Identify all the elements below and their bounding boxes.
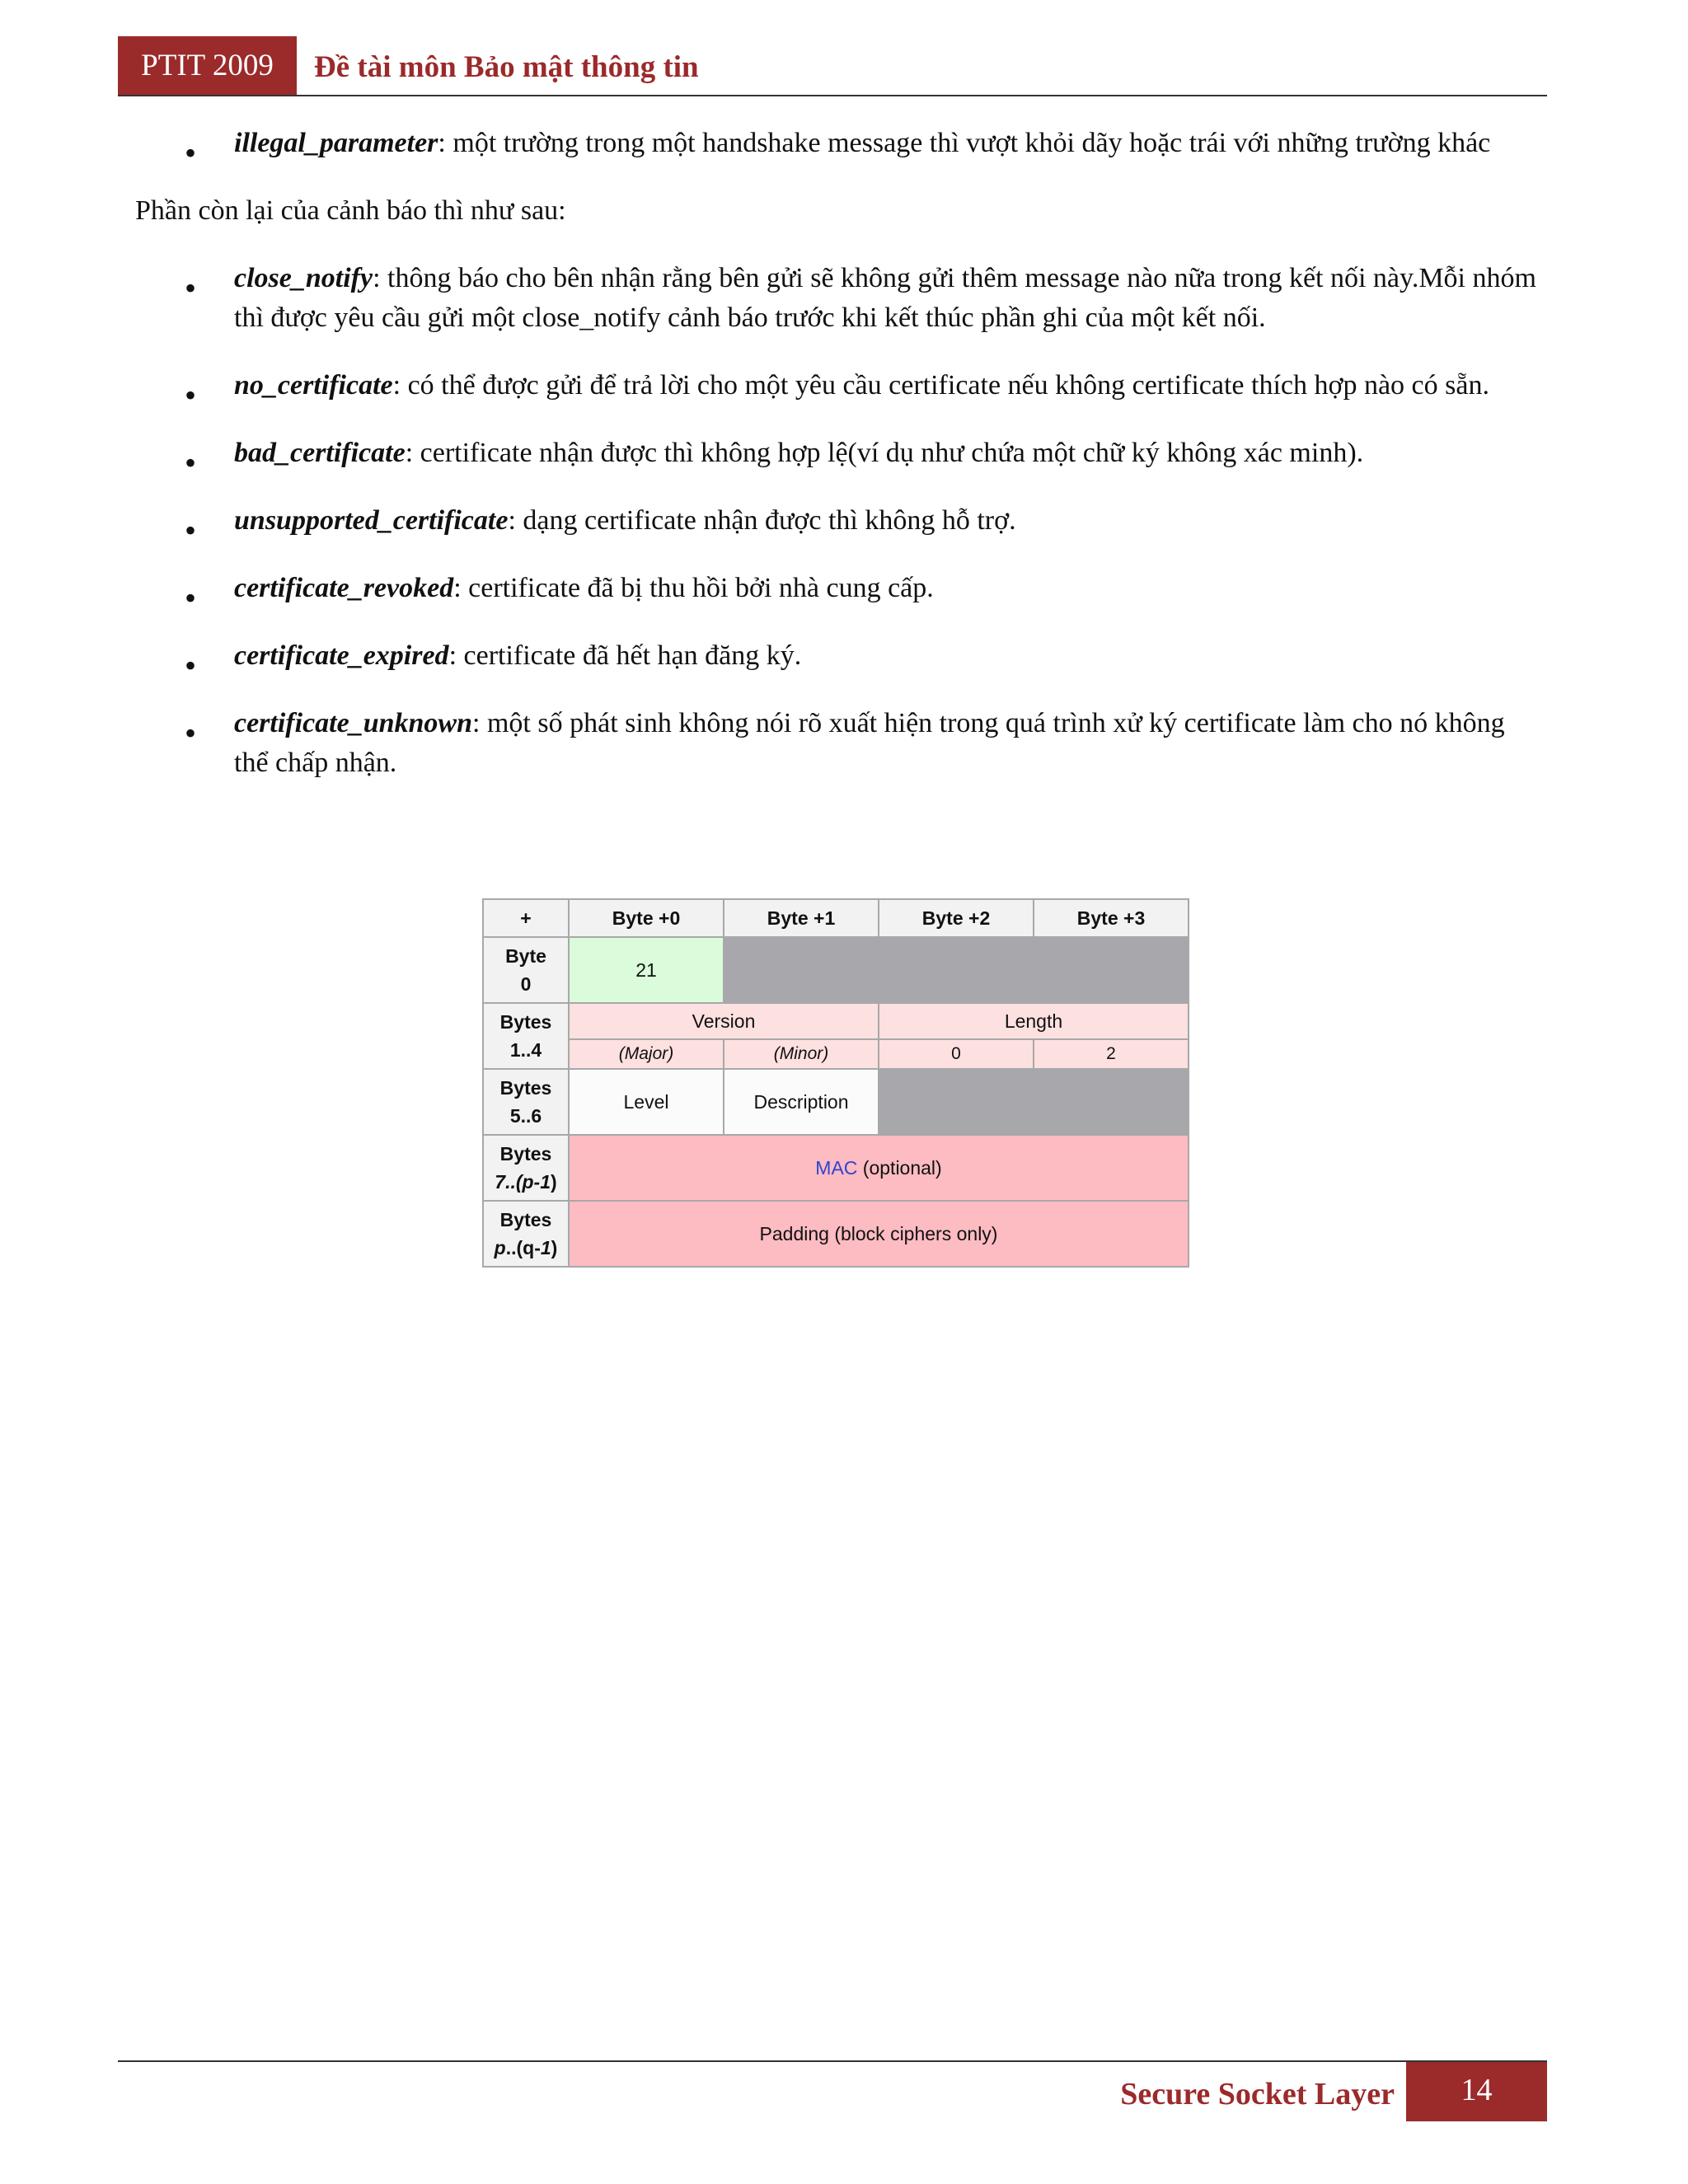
document-body xyxy=(135,124,1536,811)
row-header-label: Bytes xyxy=(499,1209,552,1230)
row-header-range xyxy=(495,1171,556,1193)
minor-label: (Minor) xyxy=(773,1044,829,1063)
length-low-cell: 2 xyxy=(1034,1039,1189,1069)
row-header-label: Bytes xyxy=(499,1011,552,1033)
length-high-cell: 0 xyxy=(879,1039,1034,1069)
list-item xyxy=(135,366,1540,414)
footer-divider xyxy=(118,2060,1547,2062)
column-header: Byte +3 xyxy=(1034,899,1189,937)
major-label: (Major) xyxy=(618,1044,674,1063)
row-header-range: 0 xyxy=(520,973,532,995)
table-row xyxy=(483,1135,1189,1201)
row-header xyxy=(483,1135,569,1201)
level-cell: Level xyxy=(569,1069,724,1135)
unused-cell xyxy=(879,1069,1189,1135)
range-part: 1 xyxy=(540,1237,551,1258)
padding-cell: Padding (block ciphers only) xyxy=(569,1201,1189,1267)
alert-term: no_certificate xyxy=(234,370,393,401)
row-header-label: Bytes xyxy=(499,1077,552,1099)
row-header xyxy=(483,937,569,1003)
row-header xyxy=(483,1201,569,1267)
list-item xyxy=(135,434,1540,481)
row-header-label: Byte xyxy=(505,945,546,967)
bullet-icon: • xyxy=(185,647,197,684)
alert-description: : certificate nhận được thì không hợp lệ(ví dụ như chứa một chữ ký không xác minh). xyxy=(405,438,1364,468)
list-item xyxy=(135,569,1540,616)
alert-description: : certificate đã hết hạn đăng ký. xyxy=(448,640,802,671)
range-part: 7..(p- xyxy=(495,1171,541,1193)
alert-description: : thông báo cho bên nhận rằng bên gửi sẽ không gửi thêm message nào nữa trong kết nối này.Mỗi nhóm thì được yêu cầu gửi một close_notify cảnh báo trước khi kết thúc phần ghi của một kết nối. xyxy=(234,263,1536,333)
table-row xyxy=(483,937,1189,1003)
bullet-icon: • xyxy=(185,715,197,752)
alert-term: certificate_revoked xyxy=(234,573,454,603)
description-cell: Description xyxy=(724,1069,879,1135)
alert-description: : có thể được gửi để trả lời cho một yêu cầu certificate nếu không certificate thích hợp nào có sẵn. xyxy=(392,370,1489,401)
row-header-range: 5..6 xyxy=(509,1105,542,1127)
list-item xyxy=(135,704,1540,783)
range-part: ..(q- xyxy=(505,1237,541,1258)
alert-term: certificate_unknown xyxy=(234,708,473,738)
alert-term: illegal_parameter xyxy=(234,128,438,158)
length-cell: Length xyxy=(879,1003,1189,1039)
content-type-cell: 21 xyxy=(569,937,724,1003)
alert-term: bad_certificate xyxy=(234,438,406,468)
bullet-icon: • xyxy=(185,269,197,307)
range-part: p xyxy=(494,1237,506,1258)
range-part: 1 xyxy=(540,1171,551,1193)
bullet-icon: • xyxy=(185,377,197,414)
row-header-label: Bytes xyxy=(499,1143,552,1165)
alert-description: : certificate đã bị thu hồi bởi nhà cung cấp. xyxy=(453,573,934,603)
table-header-row xyxy=(483,899,1189,937)
alert-description: : một trường trong một handshake message thì vượt khỏi dãy hoặc trái với những trường khác xyxy=(438,128,1491,158)
alert-term: certificate_expired xyxy=(234,640,449,671)
bullet-icon: • xyxy=(185,444,197,481)
bullet-icon: • xyxy=(185,512,197,549)
alert-term: close_notify xyxy=(234,263,373,293)
major-cell xyxy=(569,1039,724,1069)
mac-note: (optional) xyxy=(857,1156,942,1179)
paragraph: Phần còn lại của cảnh báo thì như sau: xyxy=(135,195,566,226)
header-title: Đề tài môn Bảo mật thông tin xyxy=(314,50,699,84)
unused-cell xyxy=(724,937,1189,1003)
minor-cell xyxy=(724,1039,879,1069)
alert-description: : một số phát sinh không nói rõ xuất hiện trong quá trình xử ký certificate làm cho nó không thể chấp nhận. xyxy=(234,708,1505,778)
alert-term: unsupported_certificate xyxy=(234,505,509,536)
column-header: Byte +2 xyxy=(879,899,1034,937)
alert-description: : dạng certificate nhận được thì không hỗ trợ. xyxy=(508,505,1016,536)
header-divider xyxy=(118,95,1547,96)
range-part: ) xyxy=(551,1237,558,1258)
row-header xyxy=(483,1069,569,1135)
alert-record-table xyxy=(482,898,1189,1268)
list-item xyxy=(135,259,1540,338)
table-row xyxy=(483,1069,1189,1135)
column-header: Byte +0 xyxy=(569,899,724,937)
range-part: ) xyxy=(551,1171,557,1193)
table-corner: + xyxy=(483,899,569,937)
page-header xyxy=(118,36,1547,96)
list-item xyxy=(135,636,1540,684)
bullet-icon: • xyxy=(185,134,197,171)
table-row xyxy=(483,1003,1189,1039)
row-header xyxy=(483,1003,569,1069)
table-row xyxy=(483,1201,1189,1267)
header-label: PTIT 2009 xyxy=(118,36,297,96)
list-item xyxy=(135,124,1540,171)
footer-title: Secure Socket Layer xyxy=(1120,2077,1395,2111)
mac-link[interactable]: MAC xyxy=(815,1156,858,1179)
version-cell: Version xyxy=(569,1003,879,1039)
table-row xyxy=(483,1039,1189,1069)
page-number: 14 xyxy=(1406,2062,1547,2121)
bullet-icon: • xyxy=(185,579,197,616)
row-header-range: 1..4 xyxy=(509,1039,542,1061)
column-header: Byte +1 xyxy=(724,899,879,937)
mac-cell xyxy=(569,1135,1189,1201)
list-item xyxy=(135,501,1540,549)
row-header-range xyxy=(495,1237,558,1258)
